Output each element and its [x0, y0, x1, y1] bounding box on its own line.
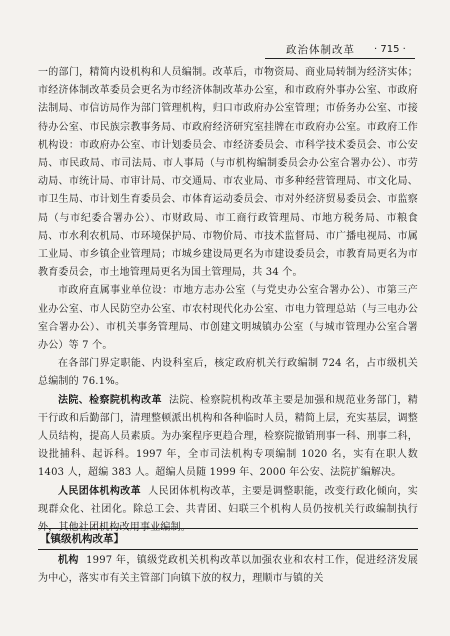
paragraph-text: 一的部门，精简内设机构和人员编制。改革后，市物资局、商业局转制为经济实体；市经济体制改革委员会更名为市经济体制改革办公室，和市政府外事办公室、市政府法制局、市信访局作为部门管理机构，归口市政府办公室管理；市侨务办公室、市接待办公室、市民族宗教事务局、市政府经济研究室挂牌在市政府办公室。市政府工作机构设：市政府办公室、市计划委员会、市经济委员会、市科学技术委员会、市公安局、市民政局、市司法局、市人事局（与市机构编制委员会办公室合署办公）、市劳动局、市统计局、市审计局、市交通局、市农业局、市多种经营管理局、市文化局、市卫生局、市计划生育委员会、市体育运动委员会、市对外经济贸易委员会、市监察局（与市纪委合署办公）、市财政局、市工商行政管理局、市地方税务局、市粮食局、市水利农机局、市环境保护局、市物价局、市技术监督局、市广播电视局、市属工业局、市乡镇企业管理局；市城乡建设局更名为市建设委员会，市教育局更名为市教育委员会，市土地管理局更名为国土管理局，共 34 个。 [38, 67, 418, 279]
section-body [38, 552, 418, 588]
body-text [38, 64, 418, 537]
section-heading [38, 528, 418, 550]
running-header-title: 政治体制改革 [286, 44, 355, 56]
paragraph [38, 552, 418, 588]
paragraph-lead: 机构 [58, 555, 79, 566]
section-heading-text: 【镇级机构改革】 [40, 533, 124, 545]
paragraph-text: 人民团体机构改革，主要是调整职能，改变行政化倾向，实现群众化、社团化。除总工会、共青团、妇联三个机构人员仍按机关行政编制执行外，其他社团机构改用事业编制。 [38, 485, 418, 534]
page-number: · 715 · [374, 44, 406, 55]
paragraph-lead: 法院、检察院机构改革 [58, 394, 162, 406]
paragraph [38, 355, 418, 391]
paragraph-text: 市政府直属事业单位设：市地方志办公室（与党史办公室合署办公）、市第三产业办公室、市人民防空办公室、市农村现代化办公室、市电力管理总站（与三电办公室合署办公）、市机关事务管理局、市创建文明城镇办公室（与城市管理办公室合署办公）等 7 个。 [38, 285, 418, 352]
paragraph [38, 282, 418, 355]
paragraph [38, 392, 418, 483]
paragraph-text: 在各部门界定职能、内设科室后，核定政府机关行政编制 724 名，占市级机关总编制的 76.1%。 [38, 358, 418, 388]
header-rule [265, 58, 415, 59]
paragraph-text: 法院、检察院机构改革主要是加强和规范业务部门，精干行政和后勤部门，清理整顿派出机构和各种临时人员，精简上层，充实基层，调整人员结构，提高人员素质。为办案程序更趋合理，检察院撤销刑事一科、刑事二科，设批捕科、起诉科。1997 年，全市司法机构专项编制 1020 名，实有在职人数 1403 人，超编 383 人。超编人员随 1999 年、2000 年公安、法院扩编解决。 [38, 394, 418, 479]
running-header [262, 42, 412, 58]
paragraph-continued [38, 64, 418, 282]
paragraph-text: 1997 年，镇级党政机关机构改革以加强农业和农村工作，促进经济发展为中心，落实市有关主管部门向镇下放的权力，理顺市与镇的关 [38, 555, 419, 585]
paragraph-lead: 人民团体机构改革 [58, 485, 142, 497]
